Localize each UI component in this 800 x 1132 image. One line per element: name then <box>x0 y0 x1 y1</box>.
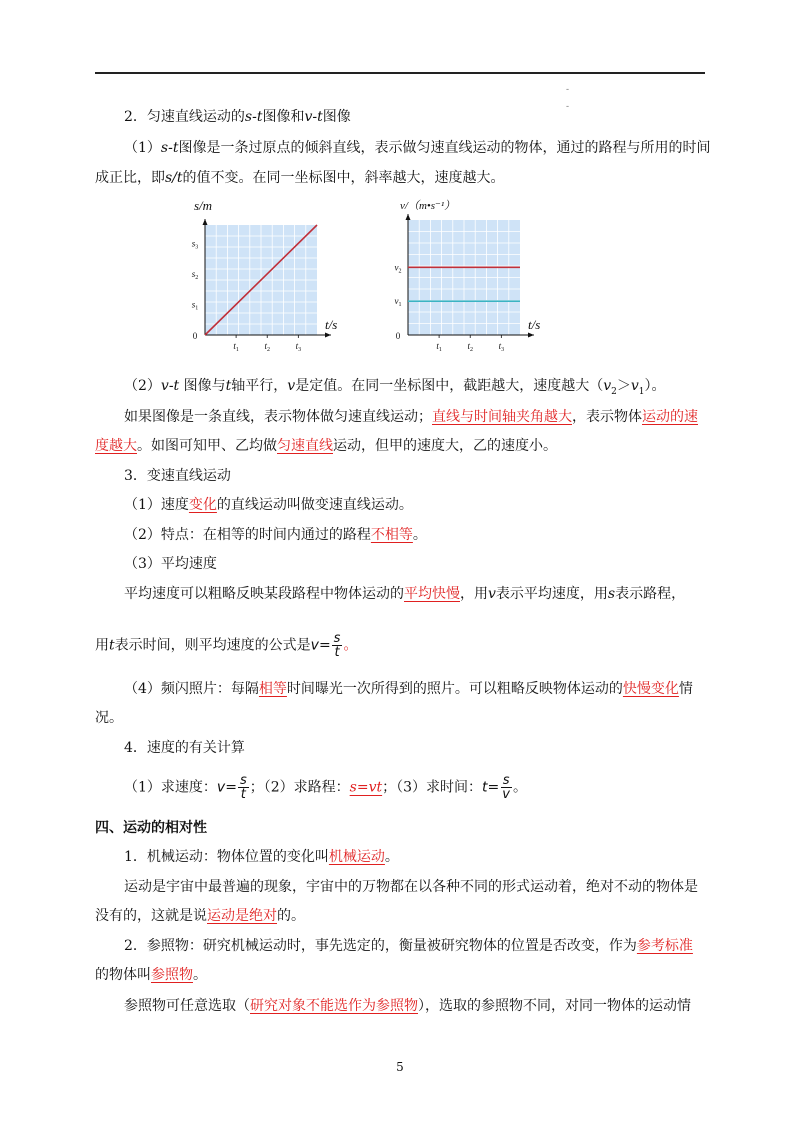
x-tick-label: $t_3$ <box>295 341 302 353</box>
formula-fraction: $\frac{s}{t}$ <box>333 631 341 660</box>
y-tick-label: $s_2$ <box>191 268 199 281</box>
header-rule <box>95 72 705 74</box>
x-axis-label: t/s <box>325 317 338 332</box>
y-axis-label: v/（m•s⁻¹） <box>400 200 456 212</box>
header-marks <box>566 82 569 116</box>
x-tick-label: $t_1$ <box>436 341 442 353</box>
st-graph <box>180 195 340 355</box>
item-reference-object-2: 的物体叫参照物。 <box>95 967 207 983</box>
paragraph-motion-universal-2: 没有的，这就是说运动是绝对的。 <box>95 908 305 924</box>
x-tick-label: $t_2$ <box>264 341 270 353</box>
y-tick-label: $s_3$ <box>191 238 199 251</box>
x-axis-arrow <box>528 333 534 338</box>
y-axis-arrow <box>406 214 411 220</box>
paragraph-st-line1: （1）s-t图像是一条过原点的倾斜直线，表示做匀速直线运动的物体，通过的路程与所用的时间 <box>124 140 711 156</box>
heading-speed-calculation: 4．速度的有关计算 <box>124 740 245 756</box>
y-axis-label: s/m <box>194 198 213 213</box>
origin-label: 0 <box>395 331 401 341</box>
item-variable-def: （1）速度变化的直线运动叫做变速直线运动。 <box>124 497 413 513</box>
time-fraction: $\frac{s}{v}$ <box>502 773 510 802</box>
header-mark: - <box>566 102 570 112</box>
item-flash-photo-1: （4）频闪照片：每隔相等时间曝光一次所得到的照片。可以粗略反映物体运动的快慢变化情 <box>124 681 693 697</box>
heading-variable-motion: 3．变速直线运动 <box>124 468 231 484</box>
y-tick-label: $v_2$ <box>394 262 402 275</box>
origin-label: 0 <box>192 331 198 341</box>
item-mechanical-motion: 1．机械运动：物体位置的变化叫机械运动。 <box>124 849 399 865</box>
paragraph-straight-line-2: 度越大。如图可知甲、乙均做匀速直线运动，但甲的速度大，乙的速度小。 <box>95 438 557 454</box>
y-tick-label: $s_1$ <box>191 299 199 312</box>
paragraph-motion-universal-1: 运动是宇宙中最普遍的现象，宇宙中的万物都在以各种不同的形式运动着，绝对不动的物体是 <box>124 879 698 895</box>
paragraph-average-formula: 用t表示时间，则平均速度的公式是v= $\frac{s}{t}$ 。 <box>95 631 358 660</box>
paragraph-vt: （2）v-t 图像与t轴平行，v是定值。在同一坐标图中，截距越大，速度越大$(v_2>v_1)$。 <box>124 378 666 397</box>
y-tick-label: $v_1$ <box>394 296 402 309</box>
heading-uniform-motion-graphs: 2．匀速直线运动的s-t图像和v-t图像 <box>124 109 351 125</box>
x-axis-label: t/s <box>528 317 541 332</box>
speed-fraction: $\frac{s}{t}$ <box>239 773 247 802</box>
paragraph-reference-choice: 参照物可任意选取（研究对象不能选作为参照物），选取的参照物不同，对同一物体的运动情 <box>124 998 691 1014</box>
page-number: 5 <box>396 1060 404 1074</box>
section-heading-relativity: 四、运动的相对性 <box>95 820 207 836</box>
paragraph-speed-formulas: （1）求速度：v= $\frac{s}{t}$ ；（2）求路程：s=vt；（3）求时间：t= $\frac{s}{v}$ 。 <box>124 773 527 802</box>
y-axis-arrow <box>203 219 208 225</box>
paragraph-average-speed: 平均速度可以粗略反映某段路程中物体运动的平均快慢，用v表示平均速度，用s表示路程， <box>124 586 686 602</box>
item-flash-photo-2: 况。 <box>95 710 123 726</box>
vt-graph <box>380 195 570 355</box>
x-axis-arrow <box>325 333 331 338</box>
paragraph-straight-line-1: 如果图像是一条直线，表示物体做匀速直线运动；直线与时间轴夹角越大，表示物体运动的速 <box>124 409 698 425</box>
x-tick-label: $t_1$ <box>233 341 239 353</box>
x-tick-label: $t_2$ <box>467 341 473 353</box>
item-reference-object-1: 2．参照物：研究机械运动时，事先选定的，衡量被研究物体的位置是否改变，作为参考标准 <box>124 938 693 954</box>
paragraph-st-line2: 成正比，即s/t的值不变。在同一坐标图中，斜率越大，速度越大。 <box>95 170 505 186</box>
header-mark: - <box>566 85 570 95</box>
x-tick-label: $t_3$ <box>498 341 505 353</box>
item-characteristic: （2）特点：在相等的时间内通过的路程不相等。 <box>124 527 427 543</box>
item-average-speed: （3）平均速度 <box>124 556 217 572</box>
